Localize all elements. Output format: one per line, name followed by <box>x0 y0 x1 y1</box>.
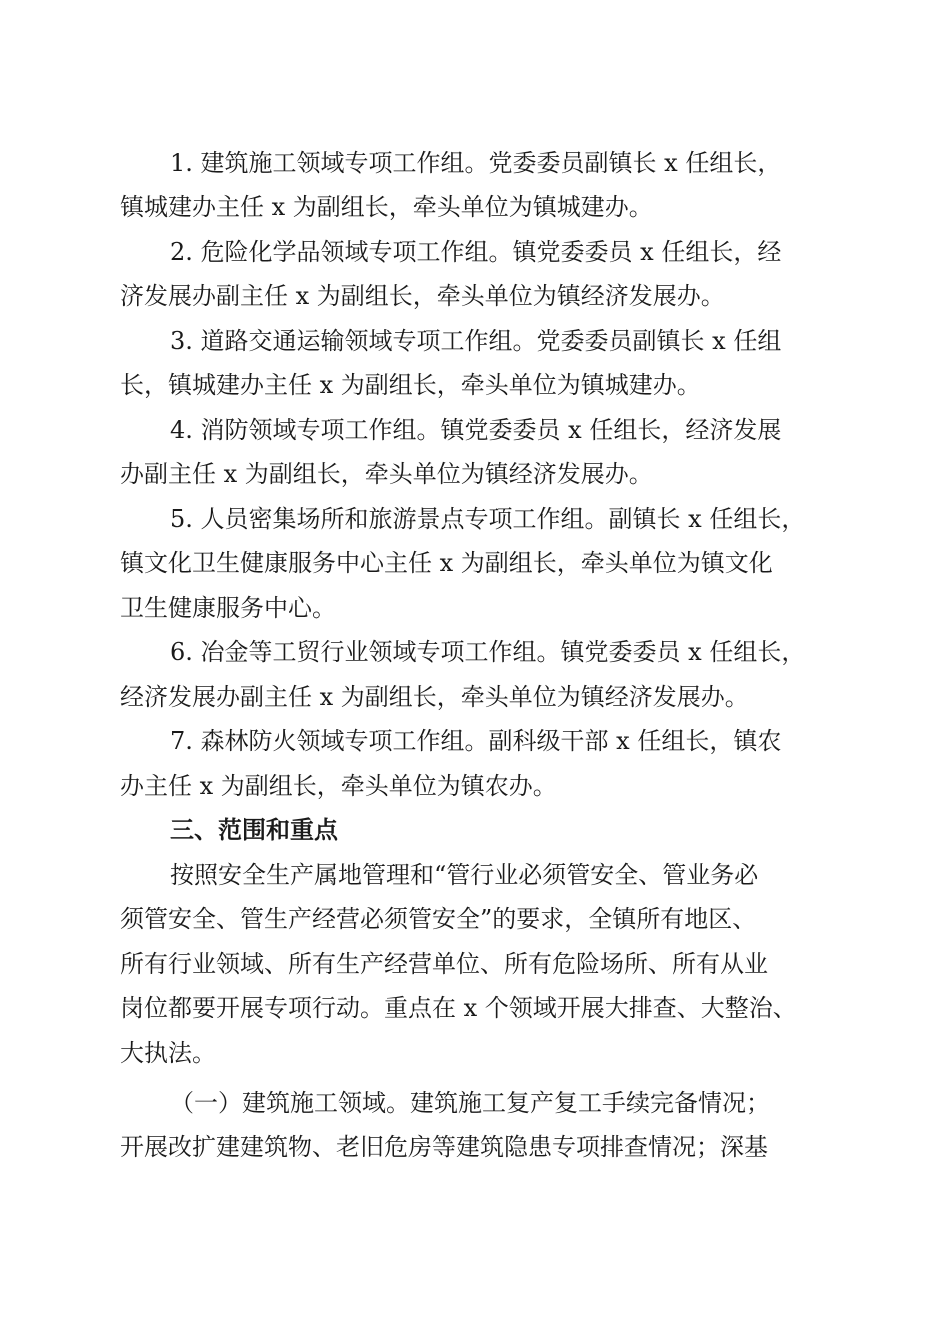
text-line: 1. 建筑施工领域专项工作组。党委委员副镇长 x 任组长， <box>170 149 782 177</box>
text-line: 6. 冶金等工贸行业领域专项工作组。镇党委委员 x 任组长， <box>170 638 806 666</box>
text-line: 镇文化卫生健康服务中心主任 x 为副组长，牵头单位为镇文化 <box>120 549 773 577</box>
text-line: 7. 森林防火领域专项工作组。副科级干部 x 任组长，镇农 <box>170 727 782 755</box>
text-line: 3. 道路交通运输领域专项工作组。党委委员副镇长 x 任组 <box>170 327 782 355</box>
text-line: 长，镇城建办主任 x 为副组长，牵头单位为镇城建办。 <box>120 371 701 399</box>
text-line: 按照安全生产属地管理和“管行业必须管安全、管业务必 <box>170 861 759 889</box>
text-line: （一）建筑施工领域。建筑施工复产复工手续完备情况； <box>170 1089 770 1117</box>
text-line: 镇城建办主任 x 为副组长，牵头单位为镇城建办。 <box>120 193 653 221</box>
text-line: 须管安全、管生产经营必须管安全”的要求，全镇所有地区、 <box>120 905 757 933</box>
text-line: 5. 人员密集场所和旅游景点专项工作组。副镇长 x 任组长， <box>170 505 806 533</box>
text-line: 4. 消防领域专项工作组。镇党委委员 x 任组长，经济发展 <box>170 416 782 444</box>
text-line: 办主任 x 为副组长，牵头单位为镇农办。 <box>120 772 557 800</box>
text-line: 大执法。 <box>120 1039 216 1067</box>
text-line: 经济发展办副主任 x 为副组长，牵头单位为镇经济发展办。 <box>120 683 749 711</box>
text-line: 所有行业领域、所有生产经营单位、所有危险场所、所有从业 <box>120 950 768 978</box>
text-line: 卫生健康服务中心。 <box>120 594 336 622</box>
text-line: 办副主任 x 为副组长，牵头单位为镇经济发展办。 <box>120 460 653 488</box>
text-line: 岗位都要开展专项行动。重点在 x 个领域开展大排查、大整治、 <box>120 994 797 1022</box>
text-line: 2. 危险化学品领域专项工作组。镇党委委员 x 任组长，经 <box>170 238 782 266</box>
section-heading: 三、范围和重点 <box>170 816 338 844</box>
text-line: 开展改扩建建筑物、老旧危房等建筑隐患专项排查情况；深基 <box>120 1133 768 1161</box>
text-line: 济发展办副主任 x 为副组长，牵头单位为镇经济发展办。 <box>120 282 725 310</box>
